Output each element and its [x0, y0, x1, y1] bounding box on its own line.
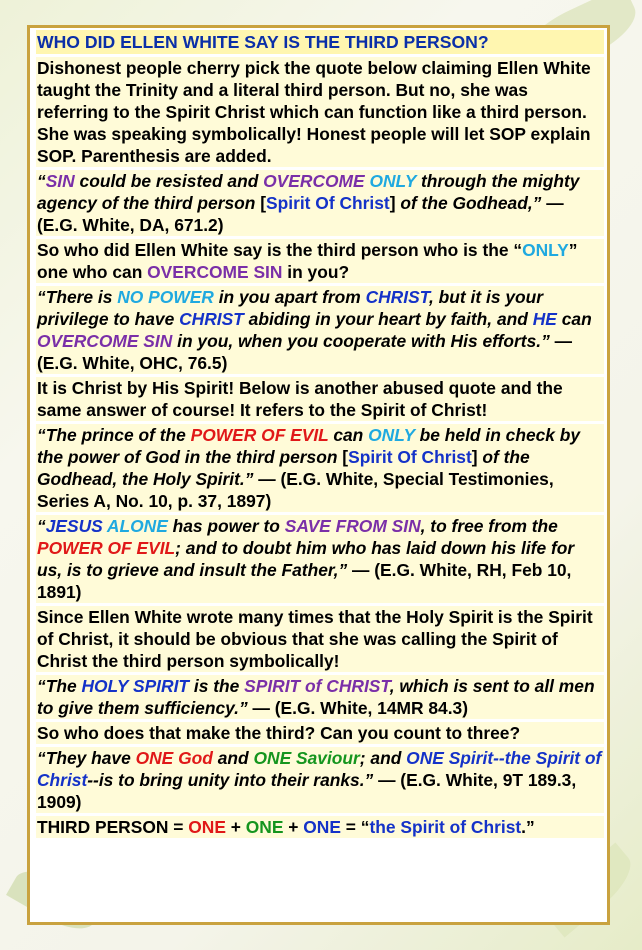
document-frame [27, 25, 610, 925]
count-question: So who does that make the third? Can you count to three? [36, 722, 604, 744]
quote-9t: “They have ONE God and ONE Saviour; and ONE Spirit--the Spirit of Christ--is to bring unity into their ranks.” — (E.G. White, 9T 189.3, 1909) [36, 747, 604, 813]
document-body [36, 30, 604, 841]
quote-rh: “JESUS ALONE has power to SAVE FROM SIN, to free from the POWER OF EVIL; and to doubt him who has laid down his life for us, is to grieve and insult the Father,” — (E.G. White, RH, Feb 10, 1891) [36, 515, 604, 603]
intro-paragraph: Dishonest people cherry pick the quote below claiming Ellen White taught the Trinity and a literal third person. But no, she was referring to the Spirit Christ which can function like a third person. She was speaking symbolically! Honest people will let SOP explain SOP. Parenthesis are added. [36, 57, 604, 167]
question-paragraph: So who did Ellen White say is the third person who is the “ONLY” one who can OVERCOME SIN in you? [36, 239, 604, 283]
page-title: WHO DID ELLEN WHITE SAY IS THE THIRD PERSON? [36, 30, 604, 54]
quote-da: “SIN could be resisted and OVERCOME ONLY through the mighty agency of the third person [Spirit Of Christ] of the Godhead,” — (E.G. White, DA, 671.2) [36, 170, 604, 236]
conclusion-paragraph: Since Ellen White wrote many times that the Holy Spirit is the Spirit of Christ, it should be obvious that she was calling the Spirit of Christ the third person symbolically! [36, 606, 604, 672]
final-equation: THIRD PERSON = ONE + ONE + ONE = “the Spirit of Christ.” [36, 816, 604, 838]
quote-14mr: “The HOLY SPIRIT is the SPIRIT of CHRIST, which is sent to all men to give them sufficiency.” — (E.G. White, 14MR 84.3) [36, 675, 604, 719]
explanation-paragraph: It is Christ by His Spirit! Below is another abused quote and the same answer of course! It refers to the Spirit of Christ! [36, 377, 604, 421]
quote-special-testimonies: “The prince of the POWER OF EVIL can ONLY be held in check by the power of God in the third person [Spirit Of Christ] of the Godhead, the Holy Spirit.” — (E.G. White, Special Testimonies, Series A, No. 10, p. 37, 1897) [36, 424, 604, 512]
quote-ohc: “There is NO POWER in you apart from CHRIST, but it is your privilege to have CHRIST abiding in your heart by faith, and HE can OVERCOME SIN in you, when you cooperate with His efforts.” — (E.G. White, OHC, 76.5) [36, 286, 604, 374]
